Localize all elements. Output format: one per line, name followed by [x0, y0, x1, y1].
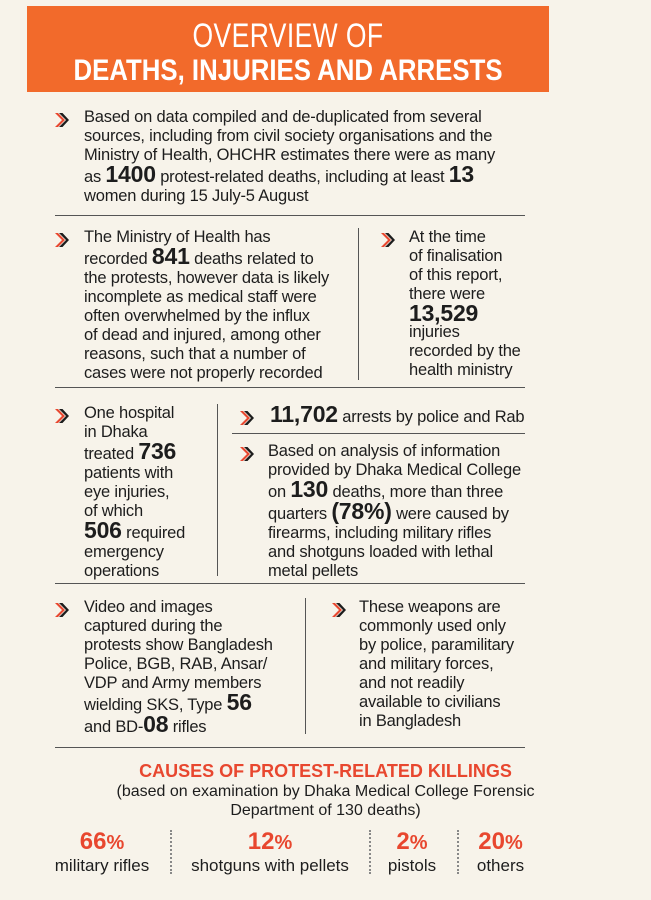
bd-number: 08: [143, 711, 169, 737]
arrests-block: 11,702 arrests by police and Rab: [270, 401, 525, 427]
divider: [358, 228, 359, 380]
chevron-right-icon: [55, 112, 69, 127]
divider: [457, 830, 459, 874]
causes-subtitle: (based on examination by Dhaka Medical College Forensic Department of 130 deaths): [116, 783, 535, 819]
chevron-right-icon: [55, 602, 69, 617]
divider: [305, 598, 306, 734]
divider: [55, 583, 525, 584]
dmc-analysis-block: Based on analysis of information provided by Dhaka Medical College on 130 deaths, more than three quarters (78%) were caused by firearms, including military rifles and shotguns loaded with lethal metal pellets: [268, 442, 521, 580]
divider: [55, 215, 525, 216]
weapons-usage-block: These weapons are commonly used only by police, paramilitary and military forces, and not readily available to civilians in Bangladesh: [359, 598, 514, 730]
arrests-count: 11,702: [270, 401, 338, 427]
firearms-percent: (78%): [331, 498, 392, 524]
header-title-line2: DEATHS, INJURIES AND ARRESTS: [73, 54, 503, 87]
women-count: 13: [448, 161, 474, 187]
divider: [170, 830, 172, 874]
ministry-deaths-block: The Ministry of Health has recorded 841 deaths related to the protests, however data is likely incomplete as medical staff were often overwhelmed by the influx of dead and injured, among other reasons, such that a number of cases were not properly recorded: [84, 228, 330, 382]
divider: [55, 747, 525, 748]
causes-title: CAUSES OF PROTEST-RELATED KILLINGS: [139, 761, 512, 781]
deaths-estimate-block: Based on data compiled and de-duplicated from several sources, including from civil society organisations and the Ministry of Health, OHCHR estimates there were as many as 1400 protest-related deaths, including at least 13 women during 15 July-5 August: [84, 108, 495, 205]
eye-patients-count: 736: [138, 438, 177, 464]
dmc-deaths-count: 130: [290, 476, 329, 502]
cause-item-others: 20% others: [476, 828, 525, 875]
ministry-deaths-count: 841: [151, 243, 190, 269]
cause-item-military-rifles: 66% military rifles: [54, 828, 150, 875]
chevron-right-icon: [55, 408, 69, 423]
emergency-count: 506: [84, 517, 122, 543]
cause-item-pistols: 2% pistols: [387, 828, 437, 875]
header-banner: [27, 6, 549, 92]
chevron-right-icon: [381, 232, 395, 247]
weapons-evidence-block: Video and images captured during the protests show Bangladesh Police, BGB, RAB, Ansar/ VDP and Army members wielding SKS, Type 56 and BD-08 rifles: [84, 598, 273, 737]
divider: [217, 404, 218, 576]
eye-injuries-block: One hospital in Dhaka treated 736 patients with eye injuries, of which 506 required emergency operations: [84, 404, 186, 580]
divider: [55, 387, 525, 388]
injuries-count: 13,529: [409, 300, 479, 326]
injuries-block: At the time of finalisation of this report, there were 13,529 injuries recorded by the health ministry: [409, 228, 539, 380]
cause-item-shotguns: 12% shotguns with pellets: [191, 828, 349, 875]
divider: [232, 433, 525, 434]
chevron-right-icon: [240, 446, 254, 461]
chevron-right-icon: [55, 232, 69, 247]
header-title-line1: OVERVIEW OF: [192, 17, 384, 55]
deaths-count: 1400: [105, 161, 156, 187]
chevron-right-icon: [240, 410, 254, 425]
chevron-right-icon: [332, 602, 346, 617]
divider: [369, 830, 371, 874]
type-number: 56: [226, 689, 252, 715]
